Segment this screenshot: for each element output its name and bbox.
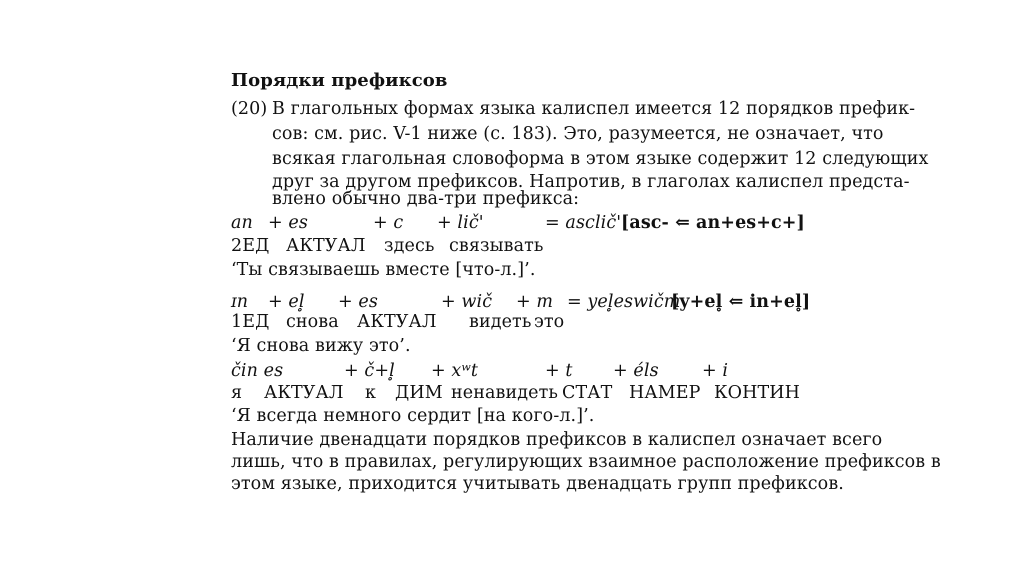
morph: + wič	[441, 292, 493, 312]
morph: + č+l̥	[344, 361, 395, 381]
gloss: НАМЕР	[629, 383, 701, 403]
example-number: (20)	[231, 99, 268, 119]
gloss: СТАТ	[562, 383, 613, 403]
morph: + xʷt	[431, 361, 479, 381]
translation: ‘Я снова вижу это’.	[231, 336, 411, 356]
morph: čin es	[231, 361, 284, 381]
closing-line: лишь, что в правилах, регулирующих взаимное расположение префиксов в	[231, 452, 941, 472]
morph: + éls	[613, 361, 659, 381]
morph: + t	[545, 361, 573, 381]
gloss: АКТУАЛ	[286, 236, 366, 256]
morph: an	[231, 213, 253, 233]
gloss: связывать	[449, 236, 544, 256]
gloss: к	[365, 383, 377, 403]
gloss: видеть	[469, 312, 532, 332]
gloss: ДИМ	[395, 383, 443, 403]
gloss: 2ЕД	[231, 236, 270, 256]
gloss: снова	[286, 312, 339, 332]
intro-line: друг за другом префиксов. Напротив, в глаголах калиспел предста-	[272, 172, 910, 192]
gloss: это	[534, 312, 565, 332]
intro-line: всякая глагольная словоформа в этом языке содержит 12 следующих	[272, 149, 929, 169]
morph: + i	[702, 361, 729, 381]
closing-line: Наличие двенадцати порядков префиксов в калиспел означает всего	[231, 430, 883, 450]
morph: + es	[338, 292, 378, 312]
morph-result: = asclič'	[545, 213, 622, 233]
gloss: АКТУАЛ	[357, 312, 437, 332]
morph: + lič'	[437, 213, 484, 233]
morph-result: = yel̥eswičm	[567, 292, 681, 312]
gloss: АКТУАЛ	[264, 383, 344, 403]
translation: ‘Ты связываешь вместе [что-л.]’.	[231, 260, 536, 280]
gloss: я	[231, 383, 243, 403]
gloss: 1ЕД	[231, 312, 270, 332]
morph: + es	[268, 213, 308, 233]
morph: + m	[516, 292, 554, 312]
morph-bracket: [y+el̥ ⇐ in+el̥]	[671, 292, 811, 312]
translation: ‘Я всегда немного сердит [на кого-л.]’.	[231, 406, 595, 426]
morph: + el̥	[268, 292, 305, 312]
section-heading: Порядки префиксов	[231, 70, 448, 91]
intro-line: сов: см. рис. V-1 ниже (с. 183). Это, разумеется, не означает, что	[272, 124, 884, 144]
intro-line: влено обычно два-три префикса:	[272, 189, 580, 209]
closing-line: этом языке, приходится учитывать двенадцать групп префиксов.	[231, 474, 844, 494]
gloss: здесь	[384, 236, 435, 256]
morph-bracket: [asc- ⇐ an+es+c+]	[621, 213, 805, 233]
intro-line: В глагольных формах языка калиспел имеется 12 порядков префик-	[272, 99, 916, 119]
morph: ɪn	[231, 292, 249, 312]
gloss: КОНТИН	[714, 383, 800, 403]
morph: + c	[373, 213, 404, 233]
gloss: ненавидеть	[451, 383, 558, 403]
